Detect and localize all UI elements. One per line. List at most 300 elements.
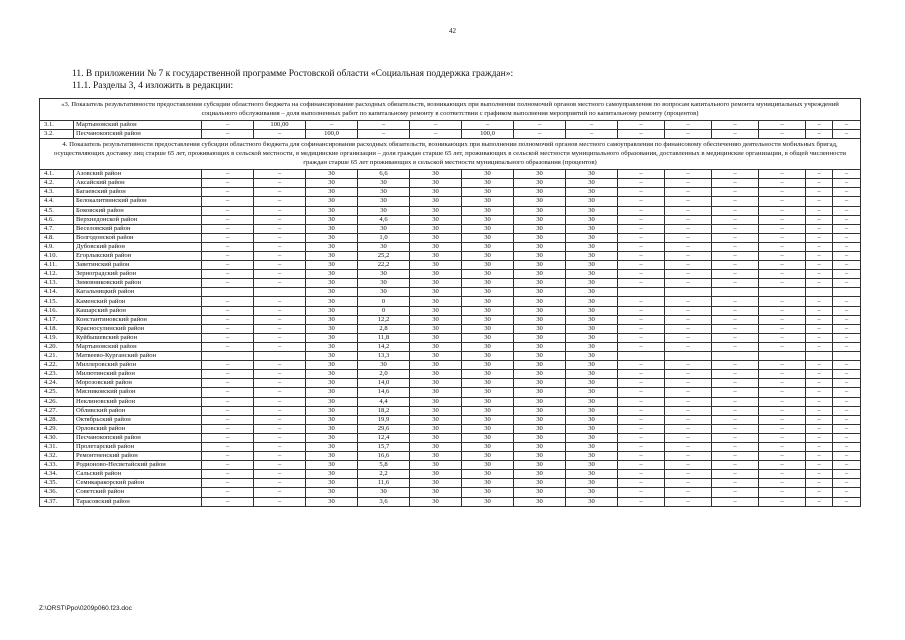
value-cell: 30: [410, 315, 462, 324]
value-cell: 30: [306, 452, 358, 461]
value-cell: 30: [514, 315, 566, 324]
value-cell: –: [665, 270, 712, 279]
value-cell: –: [202, 224, 254, 233]
value-cell: –: [759, 361, 806, 370]
value-cell: 30: [462, 270, 514, 279]
value-cell: 30: [566, 388, 618, 397]
value-cell: –: [665, 279, 712, 288]
value-cell: –: [833, 415, 861, 424]
value-cell: –: [712, 170, 759, 179]
value-cell: –: [806, 424, 833, 433]
value-cell: –: [665, 121, 712, 130]
district-name: Багаевский район: [74, 188, 202, 197]
value-cell: –: [665, 433, 712, 442]
value-cell: 30: [306, 188, 358, 197]
value-cell: 30: [306, 288, 358, 297]
value-cell: –: [759, 415, 806, 424]
value-cell: 30: [462, 179, 514, 188]
value-cell: 30: [462, 379, 514, 388]
value-cell: –: [806, 433, 833, 442]
value-cell: –: [618, 379, 665, 388]
table-row: [40, 288, 861, 297]
value-cell: –: [618, 197, 665, 206]
value-cell: –: [202, 306, 254, 315]
table-row: [40, 361, 861, 370]
value-cell: 16,6: [358, 452, 410, 461]
value-cell: –: [254, 497, 306, 506]
section-3-header-row: [40, 99, 861, 121]
value-cell: –: [759, 233, 806, 242]
value-cell: –: [618, 452, 665, 461]
value-cell: 30: [358, 179, 410, 188]
value-cell: –: [618, 261, 665, 270]
value-cell: –: [712, 224, 759, 233]
value-cell: 30: [514, 479, 566, 488]
value-cell: –: [618, 252, 665, 261]
table-row: [40, 179, 861, 188]
value-cell: –: [665, 388, 712, 397]
value-cell: –: [833, 261, 861, 270]
value-cell: –: [618, 433, 665, 442]
district-name: Боковский район: [74, 206, 202, 215]
district-name: Песчанокопский район: [74, 130, 202, 139]
row-number: 4.26.: [40, 397, 74, 406]
value-cell: 30: [566, 370, 618, 379]
value-cell: 30: [306, 479, 358, 488]
value-cell: –: [806, 297, 833, 306]
district-name: Куйбышевский район: [74, 333, 202, 342]
value-cell: –: [665, 470, 712, 479]
district-name: Дубовский район: [74, 242, 202, 251]
value-cell: –: [202, 242, 254, 251]
value-cell: –: [806, 379, 833, 388]
value-cell: 30: [306, 297, 358, 306]
value-cell: –: [254, 130, 306, 139]
value-cell: –: [712, 388, 759, 397]
value-cell: –: [618, 121, 665, 130]
value-cell: 30: [410, 288, 462, 297]
table-row: [40, 424, 861, 433]
value-cell: –: [833, 197, 861, 206]
value-cell: 12,4: [358, 433, 410, 442]
value-cell: –: [712, 406, 759, 415]
value-cell: –: [665, 406, 712, 415]
value-cell: –: [759, 179, 806, 188]
value-cell: 30: [358, 270, 410, 279]
value-cell: 30: [514, 297, 566, 306]
value-cell: –: [833, 461, 861, 470]
table-row: [40, 342, 861, 351]
value-cell: –: [202, 324, 254, 333]
district-name: Родионово-Несветайский район: [74, 461, 202, 470]
value-cell: [618, 288, 665, 297]
value-cell: –: [806, 361, 833, 370]
value-cell: –: [759, 279, 806, 288]
value-cell: 30: [566, 252, 618, 261]
value-cell: 30: [462, 452, 514, 461]
district-name: Неклиновский район: [74, 397, 202, 406]
value-cell: –: [618, 461, 665, 470]
value-cell: –: [712, 424, 759, 433]
value-cell: –: [712, 279, 759, 288]
district-name: Семикаракорский район: [74, 479, 202, 488]
row-number: 4.10.: [40, 252, 74, 261]
value-cell: –: [833, 324, 861, 333]
value-cell: 14,0: [358, 379, 410, 388]
table-row: [40, 306, 861, 315]
row-number: 4.13.: [40, 279, 74, 288]
value-cell: 30: [410, 197, 462, 206]
value-cell: –: [202, 406, 254, 415]
table-row: [40, 188, 861, 197]
value-cell: 30: [514, 242, 566, 251]
value-cell: 100,00: [254, 121, 306, 130]
value-cell: –: [254, 397, 306, 406]
value-cell: –: [665, 170, 712, 179]
value-cell: –: [806, 497, 833, 506]
table-row: [40, 170, 861, 179]
value-cell: –: [806, 470, 833, 479]
value-cell: –: [806, 270, 833, 279]
value-cell: –: [202, 442, 254, 451]
value-cell: –: [202, 197, 254, 206]
value-cell: [712, 352, 759, 361]
value-cell: [254, 352, 306, 361]
value-cell: –: [254, 297, 306, 306]
row-number: 4.27.: [40, 406, 74, 415]
table-row: [40, 379, 861, 388]
value-cell: –: [618, 497, 665, 506]
value-cell: 30: [566, 397, 618, 406]
value-cell: –: [618, 442, 665, 451]
table-row: [40, 488, 861, 497]
district-name: Аксайский район: [74, 179, 202, 188]
value-cell: –: [806, 279, 833, 288]
value-cell: 30: [514, 442, 566, 451]
row-number: 4.12.: [40, 270, 74, 279]
value-cell: 30: [566, 315, 618, 324]
page-number: 42: [449, 27, 456, 35]
value-cell: –: [712, 206, 759, 215]
value-cell: –: [665, 233, 712, 242]
value-cell: 30: [410, 342, 462, 351]
value-cell: –: [514, 130, 566, 139]
value-cell: –: [833, 497, 861, 506]
value-cell: 30: [566, 288, 618, 297]
value-cell: 30: [306, 206, 358, 215]
district-name: Морозовский район: [74, 379, 202, 388]
value-cell: –: [712, 370, 759, 379]
value-cell: 4,6: [358, 215, 410, 224]
value-cell: 30: [566, 188, 618, 197]
value-cell: 30: [566, 342, 618, 351]
value-cell: –: [618, 188, 665, 197]
value-cell: –: [759, 452, 806, 461]
row-number: 4.16.: [40, 306, 74, 315]
value-cell: 18,2: [358, 406, 410, 415]
value-cell: –: [759, 130, 806, 139]
table-row: [40, 433, 861, 442]
value-cell: 30: [566, 470, 618, 479]
value-cell: –: [410, 121, 462, 130]
value-cell: –: [254, 242, 306, 251]
value-cell: –: [202, 397, 254, 406]
value-cell: 30: [462, 188, 514, 197]
value-cell: 30: [462, 370, 514, 379]
value-cell: 30: [514, 388, 566, 397]
value-cell: –: [833, 224, 861, 233]
value-cell: 30: [462, 397, 514, 406]
district-name: Миллеровский район: [74, 361, 202, 370]
value-cell: 30: [514, 406, 566, 415]
value-cell: –: [254, 206, 306, 215]
value-cell: 30: [410, 479, 462, 488]
value-cell: 30: [566, 170, 618, 179]
district-name: Белокалитвинский район: [74, 197, 202, 206]
value-cell: 30: [462, 406, 514, 415]
value-cell: –: [806, 224, 833, 233]
value-cell: 30: [462, 242, 514, 251]
value-cell: –: [254, 370, 306, 379]
district-name: Матвеево-Курганский район: [74, 352, 202, 361]
value-cell: 30: [566, 379, 618, 388]
row-number: 4.3.: [40, 188, 74, 197]
value-cell: –: [833, 297, 861, 306]
value-cell: –: [712, 315, 759, 324]
value-cell: –: [712, 479, 759, 488]
district-name: Верхнедонской район: [74, 215, 202, 224]
row-number: 4.14.: [40, 288, 74, 297]
value-cell: –: [712, 433, 759, 442]
district-name: Кагальницкий район: [74, 288, 202, 297]
value-cell: –: [665, 442, 712, 451]
value-cell: –: [806, 397, 833, 406]
value-cell: –: [254, 333, 306, 342]
value-cell: 30: [358, 188, 410, 197]
value-cell: 30: [566, 179, 618, 188]
value-cell: –: [806, 170, 833, 179]
table-row: [40, 279, 861, 288]
value-cell: –: [254, 170, 306, 179]
value-cell: –: [759, 461, 806, 470]
value-cell: 13,3: [358, 352, 410, 361]
value-cell: –: [566, 121, 618, 130]
value-cell: –: [833, 206, 861, 215]
value-cell: [806, 352, 833, 361]
table-row: [40, 470, 861, 479]
value-cell: –: [712, 452, 759, 461]
table-row: [40, 452, 861, 461]
value-cell: 14,2: [358, 342, 410, 351]
row-number: 4.21.: [40, 352, 74, 361]
section-4-title: 4. Показатель результативности предоставления субсидии областного бюджета для софинансирования расходных обязательств, возникающих при выполнении полномочий органов местного самоуправления по финансовому обеспечению деятельности мобильных бригад, осуществляющих доставку лиц старше 65 лет, проживающих в сельской местности, в медицинские организации – доля граждан старше 65 лет, проживающих в сельской местности муниципального образования, доставленных в медицинские организации, в общей численности граждан старше 65 лет проживающих в сельской местности муниципального образования (процентов): [40, 139, 861, 170]
value-cell: –: [712, 188, 759, 197]
district-name: Зерноградский район: [74, 270, 202, 279]
table-row: [40, 370, 861, 379]
district-name: Веселовский район: [74, 224, 202, 233]
district-name: Орловский район: [74, 424, 202, 433]
value-cell: –: [806, 342, 833, 351]
row-number: 4.22.: [40, 361, 74, 370]
value-cell: –: [833, 306, 861, 315]
value-cell: –: [665, 461, 712, 470]
value-cell: –: [712, 461, 759, 470]
value-cell: 30: [566, 324, 618, 333]
value-cell: 30: [306, 397, 358, 406]
value-cell: 30: [514, 170, 566, 179]
value-cell: –: [833, 279, 861, 288]
value-cell: [665, 352, 712, 361]
value-cell: 30: [410, 488, 462, 497]
value-cell: 30: [514, 252, 566, 261]
value-cell: 30: [514, 470, 566, 479]
value-cell: –: [712, 261, 759, 270]
value-cell: –: [665, 497, 712, 506]
value-cell: [202, 352, 254, 361]
value-cell: 30: [462, 479, 514, 488]
value-cell: –: [759, 488, 806, 497]
table-row: [40, 270, 861, 279]
value-cell: 2,8: [358, 324, 410, 333]
value-cell: –: [806, 197, 833, 206]
value-cell: –: [202, 415, 254, 424]
value-cell: 30: [462, 361, 514, 370]
value-cell: –: [759, 188, 806, 197]
value-cell: –: [665, 297, 712, 306]
value-cell: –: [759, 270, 806, 279]
value-cell: 30: [514, 461, 566, 470]
value-cell: 30: [462, 424, 514, 433]
table-row: [40, 252, 861, 261]
value-cell: 30: [566, 306, 618, 315]
value-cell: –: [254, 461, 306, 470]
value-cell: –: [202, 342, 254, 351]
value-cell: 30: [358, 288, 410, 297]
value-cell: –: [618, 242, 665, 251]
value-cell: –: [254, 315, 306, 324]
value-cell: –: [202, 215, 254, 224]
value-cell: –: [833, 242, 861, 251]
table-row: [40, 315, 861, 324]
value-cell: –: [254, 252, 306, 261]
value-cell: 30: [410, 170, 462, 179]
value-cell: –: [618, 315, 665, 324]
value-cell: 19,9: [358, 415, 410, 424]
value-cell: –: [759, 388, 806, 397]
district-name: Азовский район: [74, 170, 202, 179]
table-row: [40, 406, 861, 415]
district-name: Волгодонской район: [74, 233, 202, 242]
value-cell: 30: [514, 424, 566, 433]
value-cell: –: [618, 342, 665, 351]
value-cell: 30: [358, 279, 410, 288]
value-cell: 30: [306, 442, 358, 451]
value-cell: –: [712, 252, 759, 261]
value-cell: –: [759, 406, 806, 415]
value-cell: –: [202, 315, 254, 324]
value-cell: 30: [462, 415, 514, 424]
value-cell: –: [833, 121, 861, 130]
value-cell: –: [665, 452, 712, 461]
value-cell: –: [712, 415, 759, 424]
value-cell: –: [712, 270, 759, 279]
value-cell: 30: [410, 333, 462, 342]
value-cell: –: [806, 179, 833, 188]
value-cell: –: [712, 297, 759, 306]
value-cell: 30: [566, 452, 618, 461]
value-cell: –: [806, 242, 833, 251]
value-cell: –: [665, 252, 712, 261]
row-number: 4.11.: [40, 261, 74, 270]
value-cell: –: [665, 215, 712, 224]
value-cell: –: [759, 297, 806, 306]
value-cell: –: [833, 252, 861, 261]
value-cell: 30: [514, 306, 566, 315]
section-3-title: «3. Показатель результативности предоставления субсидии областного бюджета на софинансирование расходных обязательств, возникающих при выполнении полномочий органов местного самоуправления по вопросам капитального ремонта муниципальных учреждений социального обслуживания – доля выполненных работ по капитальному ремонту в соответствии с графиком выполнения мероприятий по капитальному ремонту (процентов): [40, 99, 861, 121]
row-number: 4.35.: [40, 479, 74, 488]
value-cell: 30: [566, 279, 618, 288]
value-cell: –: [759, 206, 806, 215]
row-number: 4.15.: [40, 297, 74, 306]
value-cell: –: [833, 470, 861, 479]
value-cell: [202, 288, 254, 297]
table-row: [40, 461, 861, 470]
value-cell: 30: [566, 406, 618, 415]
table-row: [40, 479, 861, 488]
row-number: 4.37.: [40, 497, 74, 506]
table-row: [40, 242, 861, 251]
value-cell: –: [665, 370, 712, 379]
value-cell: –: [712, 342, 759, 351]
value-cell: 30: [306, 179, 358, 188]
value-cell: 30: [306, 261, 358, 270]
value-cell: –: [618, 179, 665, 188]
value-cell: 6,6: [358, 170, 410, 179]
value-cell: 12,2: [358, 315, 410, 324]
value-cell: 30: [514, 279, 566, 288]
row-number: 4.23.: [40, 370, 74, 379]
value-cell: –: [806, 324, 833, 333]
value-cell: [254, 288, 306, 297]
value-cell: –: [202, 424, 254, 433]
value-cell: –: [833, 388, 861, 397]
value-cell: –: [618, 415, 665, 424]
value-cell: 2,2: [358, 470, 410, 479]
value-cell: –: [665, 188, 712, 197]
value-cell: 30: [306, 497, 358, 506]
value-cell: [665, 288, 712, 297]
value-cell: 30: [410, 252, 462, 261]
value-cell: –: [202, 488, 254, 497]
value-cell: –: [618, 224, 665, 233]
value-cell: 30: [306, 242, 358, 251]
value-cell: –: [806, 442, 833, 451]
row-number: 4.1.: [40, 170, 74, 179]
value-cell: –: [202, 370, 254, 379]
value-cell: 30: [306, 197, 358, 206]
value-cell: –: [833, 170, 861, 179]
district-name: Обливский район: [74, 406, 202, 415]
value-cell: 30: [462, 315, 514, 324]
intro-line-1: 11. В приложении № 7 к государственной программе Ростовской области «Социальная поддержка граждан»:: [72, 69, 514, 79]
value-cell: –: [759, 121, 806, 130]
value-cell: 30: [358, 224, 410, 233]
value-cell: 30: [566, 461, 618, 470]
value-cell: 30: [462, 170, 514, 179]
value-cell: 30: [514, 270, 566, 279]
value-cell: 30: [306, 433, 358, 442]
value-cell: 30: [514, 433, 566, 442]
